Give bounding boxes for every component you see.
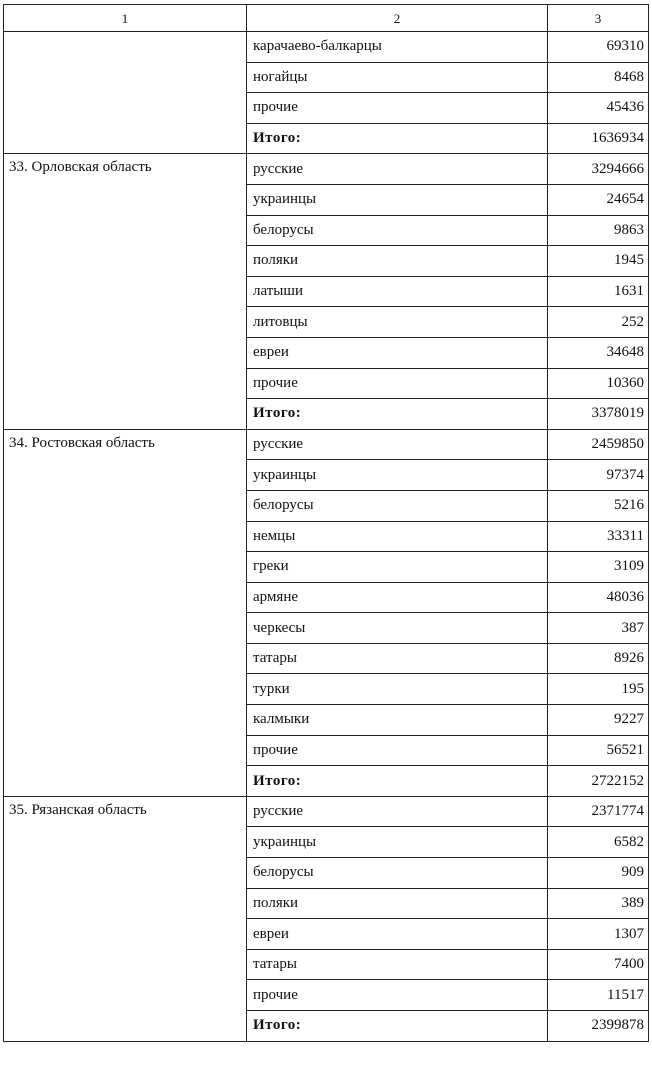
nationality-name: греки xyxy=(247,552,548,583)
region-name: 35. Рязанская область xyxy=(4,796,247,1041)
population-value: 45436 xyxy=(548,93,649,124)
nationality-name: украинцы xyxy=(247,184,548,215)
nationality-name: поляки xyxy=(247,888,548,919)
population-value: 2459850 xyxy=(548,429,649,460)
nationality-name: турки xyxy=(247,674,548,705)
nationality-name: литовцы xyxy=(247,307,548,338)
nationality-name: татары xyxy=(247,643,548,674)
population-value: 1631 xyxy=(548,276,649,307)
nationality-name: карачаево-балкарцы xyxy=(247,32,548,63)
population-value: 11517 xyxy=(548,980,649,1011)
nationality-name: ногайцы xyxy=(247,62,548,93)
nationality-name: поляки xyxy=(247,246,548,277)
nationality-name: калмыки xyxy=(247,705,548,736)
nationality-name: немцы xyxy=(247,521,548,552)
population-table xyxy=(3,4,649,1042)
table-row xyxy=(4,796,649,827)
population-value: 69310 xyxy=(548,32,649,63)
population-value: 3294666 xyxy=(548,154,649,185)
population-value: 5216 xyxy=(548,490,649,521)
population-value: 48036 xyxy=(548,582,649,613)
population-value: 7400 xyxy=(548,949,649,980)
population-value: 8468 xyxy=(548,62,649,93)
nationality-name: русские xyxy=(247,154,548,185)
population-value: 1307 xyxy=(548,919,649,950)
table-row xyxy=(4,429,649,460)
nationality-name: русские xyxy=(247,796,548,827)
nationality-name: белорусы xyxy=(247,490,548,521)
nationality-name: прочие xyxy=(247,368,548,399)
header-row xyxy=(4,5,649,32)
nationality-name: прочие xyxy=(247,980,548,1011)
population-value: 909 xyxy=(548,858,649,889)
population-value: 34648 xyxy=(548,337,649,368)
total-label: Итого: xyxy=(247,123,548,154)
region-name: 34. Ростовская область xyxy=(4,429,247,796)
nationality-name: белорусы xyxy=(247,858,548,889)
population-value: 389 xyxy=(548,888,649,919)
nationality-name: татары xyxy=(247,949,548,980)
column-header-3: 3 xyxy=(548,5,649,32)
population-value: 9227 xyxy=(548,705,649,736)
nationality-name: русские xyxy=(247,429,548,460)
population-value: 97374 xyxy=(548,460,649,491)
column-header-1: 1 xyxy=(4,5,247,32)
region-name: 33. Орловская область xyxy=(4,154,247,429)
population-value: 33311 xyxy=(548,521,649,552)
nationality-name: латыши xyxy=(247,276,548,307)
table-row xyxy=(4,32,649,63)
population-value: 9863 xyxy=(548,215,649,246)
population-value: 8926 xyxy=(548,643,649,674)
region-name xyxy=(4,32,247,154)
nationality-name: евреи xyxy=(247,919,548,950)
nationality-name: украинцы xyxy=(247,827,548,858)
total-value: 3378019 xyxy=(548,399,649,430)
population-value: 195 xyxy=(548,674,649,705)
population-value: 252 xyxy=(548,307,649,338)
table-row xyxy=(4,154,649,185)
population-value: 3109 xyxy=(548,552,649,583)
nationality-name: армяне xyxy=(247,582,548,613)
column-header-2: 2 xyxy=(247,5,548,32)
total-value: 1636934 xyxy=(548,123,649,154)
total-value: 2722152 xyxy=(548,766,649,797)
nationality-name: украинцы xyxy=(247,460,548,491)
table-header xyxy=(4,5,649,32)
nationality-name: прочие xyxy=(247,93,548,124)
table-body xyxy=(4,32,649,1042)
total-label: Итого: xyxy=(247,766,548,797)
total-value: 2399878 xyxy=(548,1011,649,1042)
document-page xyxy=(3,4,648,1069)
total-label: Итого: xyxy=(247,399,548,430)
population-value: 2371774 xyxy=(548,796,649,827)
nationality-name: прочие xyxy=(247,735,548,766)
population-value: 24654 xyxy=(548,184,649,215)
population-value: 1945 xyxy=(548,246,649,277)
total-label: Итого: xyxy=(247,1011,548,1042)
population-value: 10360 xyxy=(548,368,649,399)
nationality-name: белорусы xyxy=(247,215,548,246)
population-value: 6582 xyxy=(548,827,649,858)
nationality-name: черкесы xyxy=(247,613,548,644)
nationality-name: евреи xyxy=(247,337,548,368)
population-value: 387 xyxy=(548,613,649,644)
population-value: 56521 xyxy=(548,735,649,766)
